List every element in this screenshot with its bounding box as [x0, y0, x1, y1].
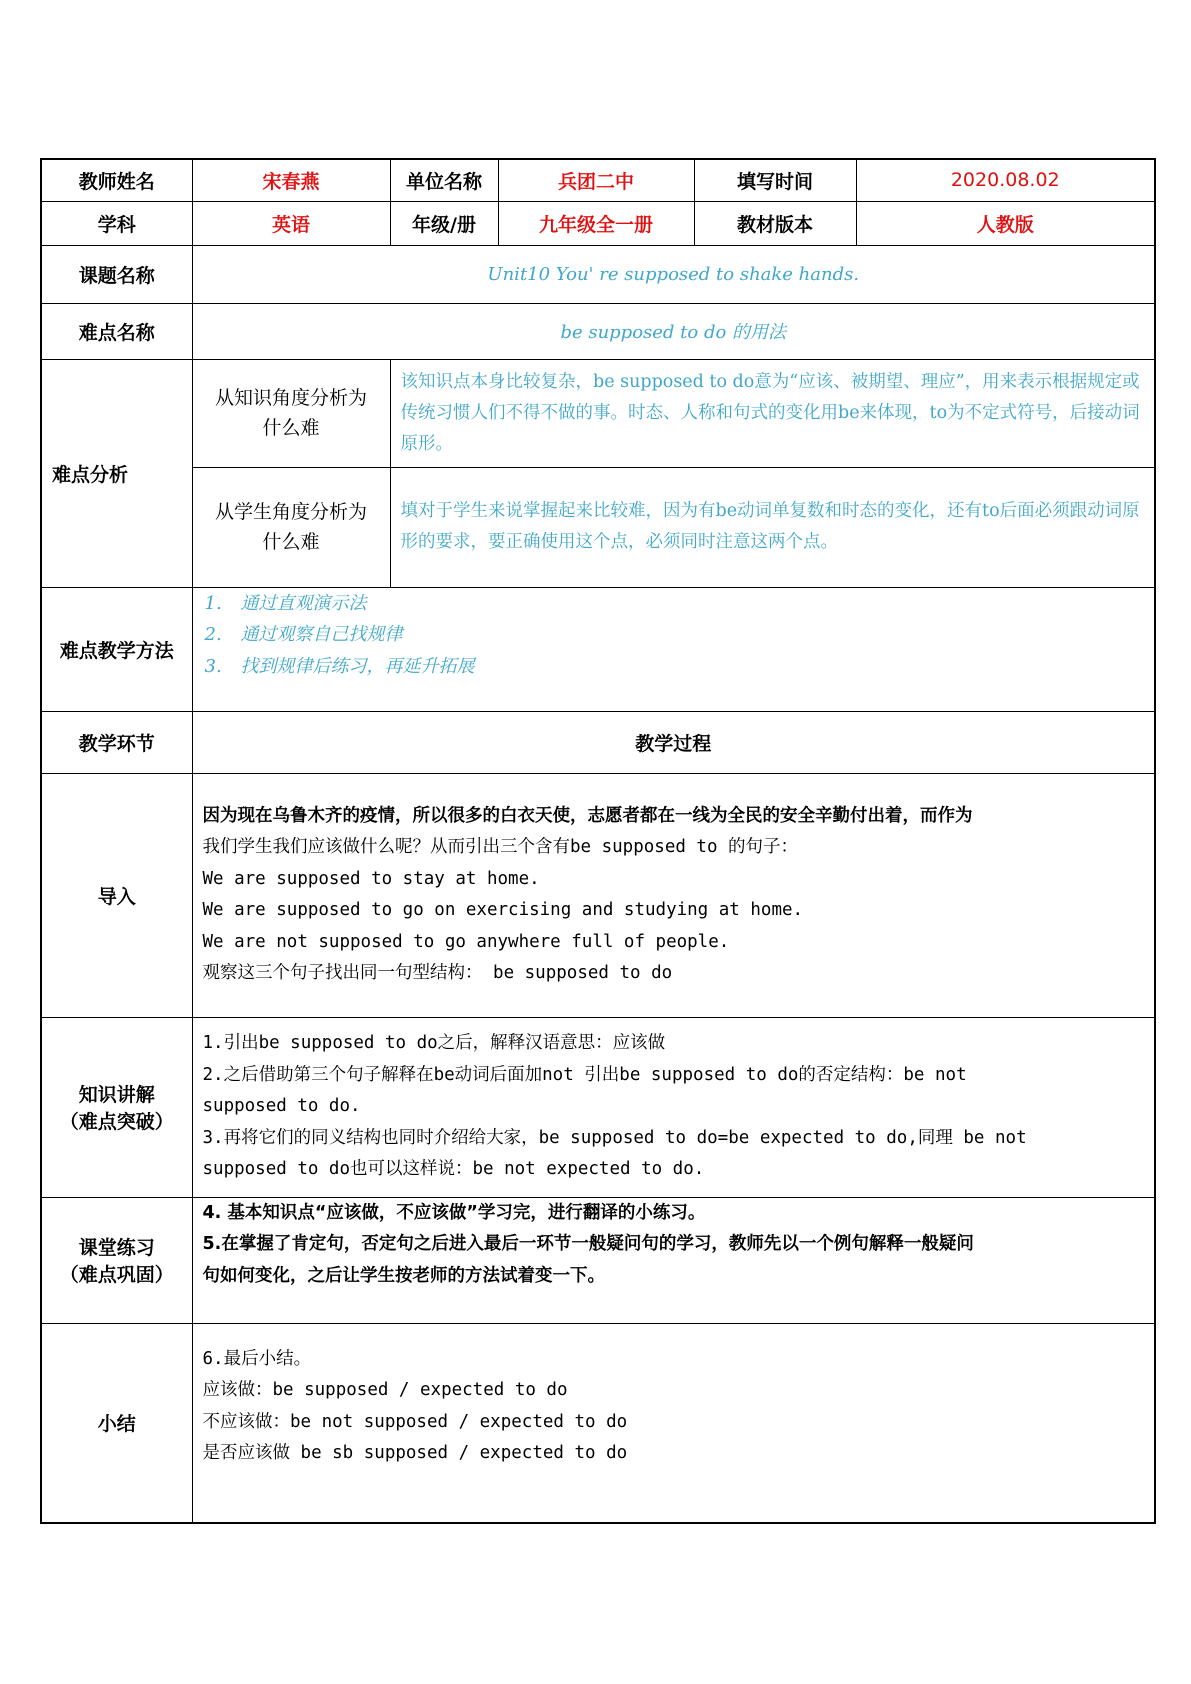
teacher-label: 教师姓名	[41, 159, 192, 201]
practice-label	[41, 1197, 192, 1323]
grade-label: 年级/册	[390, 201, 498, 245]
date-value: 2020.08.02	[856, 159, 1155, 201]
unit-label: 单位名称	[390, 159, 498, 201]
analysis-row-student	[41, 467, 1155, 587]
topic-label: 课题名称	[41, 245, 192, 303]
topic-row	[41, 245, 1155, 303]
difficulty-label: 难点名称	[41, 303, 192, 359]
lesson-plan-sheet	[40, 158, 1156, 1524]
practice-line: 句如何变化，之后让学生按老师的方法试着变一下。	[202, 1265, 605, 1286]
edition-label: 教材版本	[694, 201, 856, 245]
knowledge-row	[41, 1017, 1155, 1197]
summary-line: 是否应该做 be sb supposed / expected to do	[202, 1443, 628, 1463]
method-item: 3. 找到规律后练习，再延升拓展	[204, 655, 475, 677]
intro-line: 因为现在乌鲁木齐的疫情，所以很多的白衣天使，志愿者都在一线为全民的安全辛勤付出着，而作为	[202, 805, 973, 826]
process-header-row	[41, 711, 1155, 773]
summary-line: 应该做：be supposed / expected to do	[202, 1380, 568, 1400]
knowledge-label-line2: （难点突破）	[59, 1111, 174, 1133]
summary-row	[41, 1323, 1155, 1523]
knowledge-label-line1: 知识讲解	[78, 1084, 155, 1106]
knowledge-line: 2.之后借助第三个句子解释在be动词后面加not 引出be supposed to do的否定结构：be not	[202, 1064, 967, 1085]
intro-line: 观察这三个句子找出同一句型结构： be supposed to do	[202, 963, 673, 983]
header-row-2	[41, 201, 1155, 245]
intro-line: We are supposed to stay at home.	[202, 868, 540, 889]
lesson-plan-table	[40, 158, 1156, 1524]
analysis-row-knowledge	[41, 359, 1155, 467]
stage-header: 教学环节	[41, 711, 192, 773]
intro-content	[192, 773, 1155, 1017]
knowledge-line: supposed to do.	[202, 1096, 361, 1117]
practice-label-line2: （难点巩固）	[59, 1264, 174, 1286]
date-label: 填写时间	[694, 159, 856, 201]
knowledge-line: 3.再将它们的同义结构也同时介绍给大家，be supposed to do=be expected to do,同理 be not	[202, 1127, 1027, 1148]
methods-list	[192, 587, 1155, 711]
knowledge-line: 1.引出be supposed to do之后，解释汉语意思：应该做	[202, 1033, 666, 1054]
method-item: 2. 通过观察自己找规律	[204, 624, 403, 645]
summary-line: 6.最后小结。	[202, 1348, 312, 1369]
practice-line: 5.在掌握了肯定句，否定句之后进入最后一环节一般疑问句的学习，教师先以一个例句解释一般疑问	[202, 1234, 974, 1254]
practice-row	[41, 1197, 1155, 1323]
methods-row	[41, 587, 1155, 711]
subject-value: 英语	[192, 201, 390, 245]
subject-label: 学科	[41, 201, 192, 245]
knowledge-angle-text: 该知识点本身比较复杂，be supposed to do意为“应该、被期望、理应”，用来表示根据规定或传统习惯人们不得不做的事。时态、人称和句式的变化用be来体现，to为不定式符号，后接动词原形。	[390, 359, 1155, 467]
knowledge-line: supposed to do也可以这样说：be not expected to do.	[202, 1159, 705, 1180]
unit-value: 兵团二中	[498, 159, 694, 201]
practice-label-line1: 课堂练习	[78, 1237, 155, 1259]
summary-content	[192, 1323, 1155, 1523]
process-header: 教学过程	[192, 711, 1155, 773]
analysis-label: 难点分析	[41, 359, 192, 587]
practice-line: 4. 基本知识点“应该做，不应该做”学习完，进行翻译的小练习。	[202, 1202, 706, 1223]
summary-label: 小结	[41, 1323, 192, 1523]
practice-content	[192, 1197, 1155, 1323]
intro-row	[41, 773, 1155, 1017]
header-row-1	[41, 159, 1155, 201]
difficulty-row	[41, 303, 1155, 359]
teacher-value: 宋春燕	[192, 159, 390, 201]
intro-label: 导入	[41, 773, 192, 1017]
method-item: 1. 通过直观演示法	[204, 592, 367, 614]
edition-value: 人教版	[856, 201, 1155, 245]
student-angle-text: 填对于学生来说掌握起来比较难，因为有be动词单复数和时态的变化，还有to后面必须跟动词原形的要求，要正确使用这个点，必须同时注意这两个点。	[390, 467, 1155, 587]
knowledge-angle-label: 从知识角度分析为什么难	[192, 359, 390, 467]
knowledge-label	[41, 1017, 192, 1197]
intro-line: 我们学生我们应该做什么呢？从而引出三个含有be supposed to 的句子：	[202, 837, 799, 857]
grade-value: 九年级全一册	[498, 201, 694, 245]
difficulty-value: be supposed to do 的用法	[192, 303, 1155, 359]
topic-value: Unit10 You' re supposed to shake hands.	[192, 245, 1155, 303]
methods-label: 难点教学方法	[41, 587, 192, 711]
knowledge-content	[192, 1017, 1155, 1197]
student-angle-label: 从学生角度分析为什么难	[192, 467, 390, 587]
summary-line: 不应该做：be not supposed / expected to do	[202, 1411, 628, 1432]
intro-line: We are supposed to go on exercising and studying at home.	[202, 900, 804, 920]
intro-line: We are not supposed to go anywhere full of people.	[202, 931, 730, 952]
